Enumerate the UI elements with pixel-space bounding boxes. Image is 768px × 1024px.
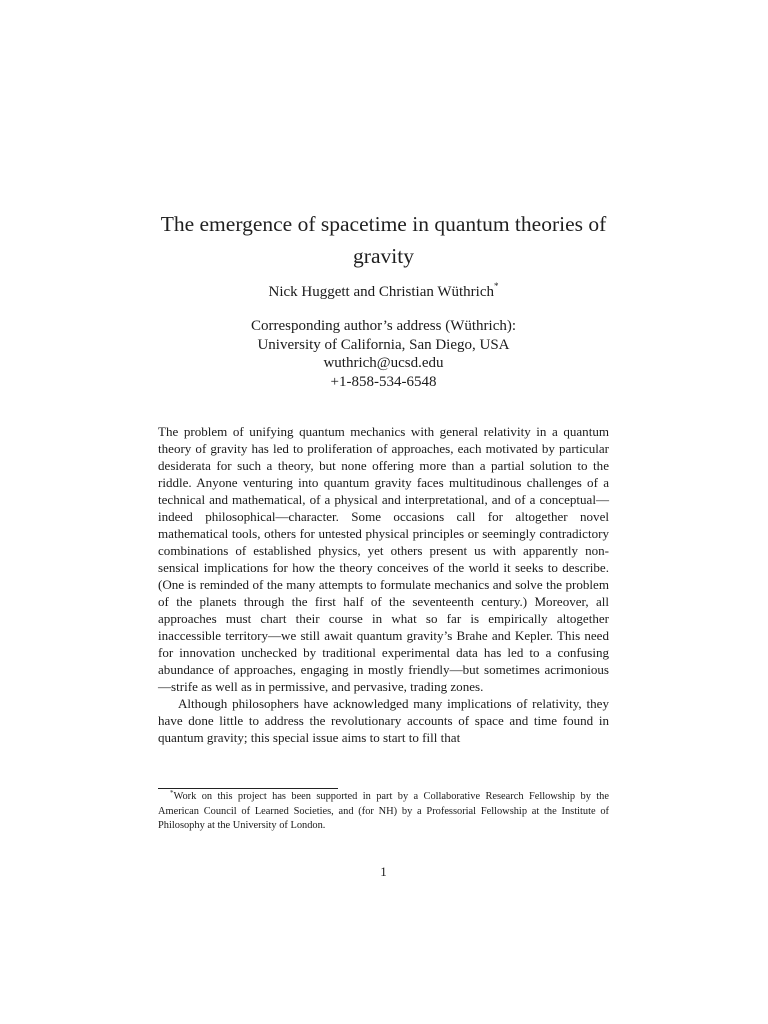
footnote [158,790,609,834]
page-number: 1 [380,864,387,879]
footnote-mark: * [170,789,174,797]
paper-title: The emergence of spacetime in quantum theories of gravity [160,212,607,268]
corresponding-address [158,317,609,391]
address-line-1: Corresponding author’s address (Wüthrich): [250,318,517,334]
address-email: wuthrich@ucsd.edu [323,355,444,371]
paragraph-2: Although philosophers have acknowledged many implications of relativity, they have done little to address the revolutionary accounts of space and time found in quantum gravity; this special issue aims to start to fill that [158,696,609,745]
footnote-divider [158,788,338,789]
body-text [158,423,609,746]
author-footnote-mark: * [494,281,499,291]
author-line [158,282,609,302]
address-line-2: University of California, San Diego, USA [257,336,510,353]
paragraph-1: The problem of unifying quantum mechanics with general relativity in a quantum theory of gravity has led to proliferation of approaches, each motivated by particular desiderata for such a theory, but none offering more than a partial solution to the riddle. Anyone venturing into quantum gravity faces multitudinous challenges of a technical and mathematical, of a physical and interpretational, and of a conceptual—indeed philosophical—character. Some occasions call for altogether novel mathematical tools, others for untested physical principles or seemingly contradictory combinations of established physics, yet others present us with apparently non-sensical implications for how the theory conceives of the world it seeks to describe. (One is reminded of the many attempts to formulate mechanics and solve the problem of the planets through the first half of the seventeenth century.) Moreover, all approaches must chart their course in what so far is empirically altogether inaccessible territory—we still await quantum gravity’s Brahe and Kepler. This need for innovation unchecked by traditional experimental data has led to a confusing abundance of approaches, engaging in mostly friendly—but sometimes acrimonious—strife as well as in permissive, and pervasive, trading zones. [158,424,609,694]
footnote-text: Work on this project has been supported in part by a Collaborative Research Fellowship by the American Council of Learned Societies, and (for NH) by a Professorial Fellowship at the Institute of Philosophy at the University of London. [158,791,609,831]
authors-text: Nick Huggett and Christian Wüthrich [268,284,494,300]
address-phone: +1-858-534-6548 [330,373,437,390]
